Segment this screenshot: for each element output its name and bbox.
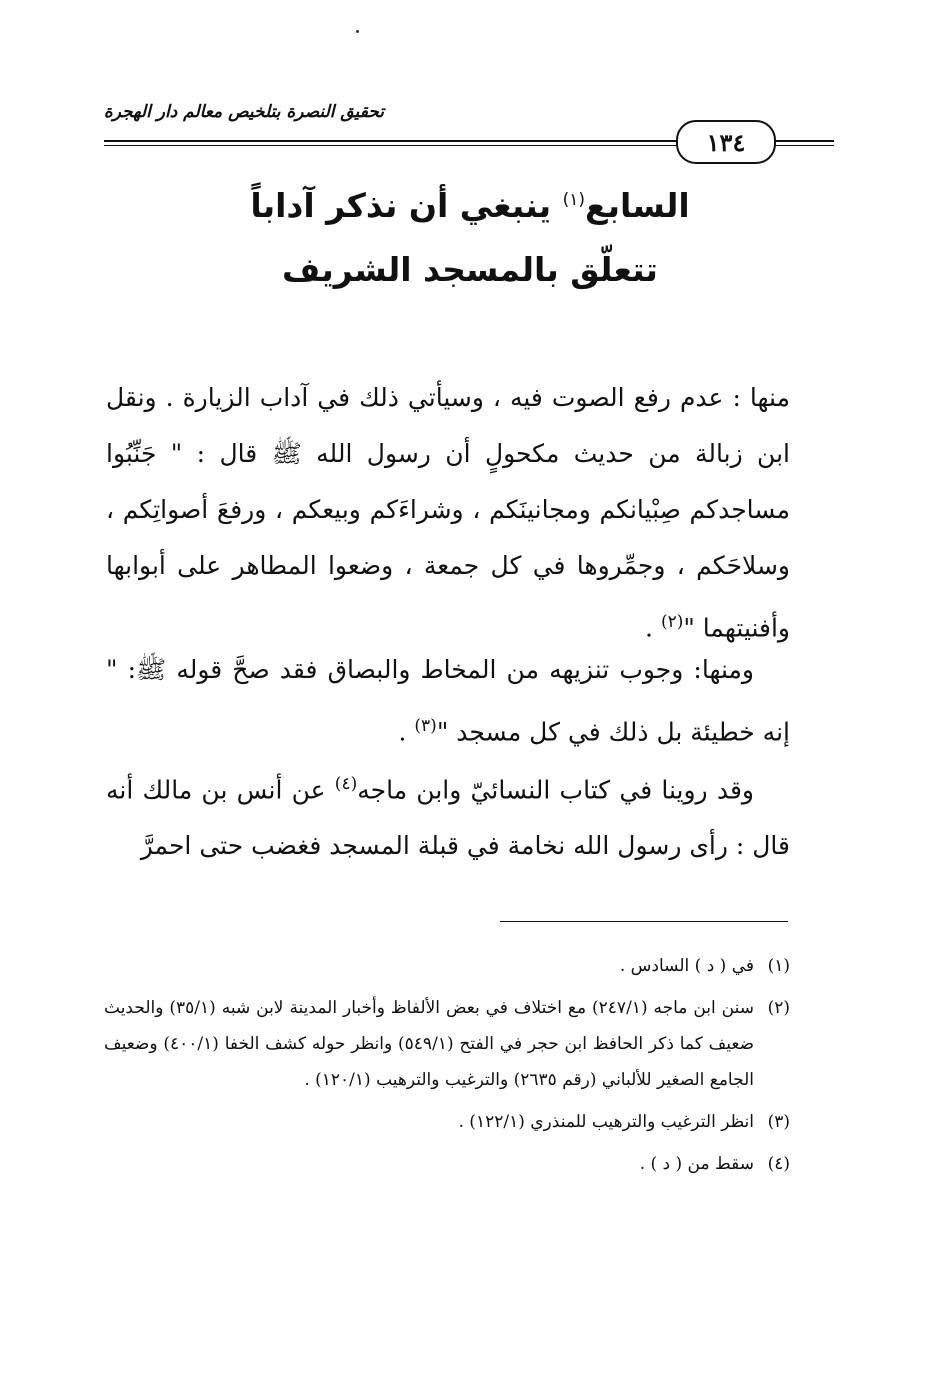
paragraph-3-text-a: وقد روينا في كتاب النسائيّ وابن ماجه — [357, 775, 754, 805]
header-rule-right — [782, 140, 834, 146]
footnotes — [104, 948, 790, 1188]
footnote-2 — [104, 990, 790, 1098]
paragraph-2-end: . — [398, 717, 415, 747]
paragraph-1 — [106, 370, 790, 656]
section-heading-line2: تتعلّق بالمسجد الشريف — [282, 250, 658, 289]
footnote-ref-3: (٣) — [414, 716, 437, 736]
footnote-text: في ( د ) السادس . — [619, 956, 754, 976]
paragraph-2-text: ومنها: وجوب تنزيهه من المخاط والبصاق فقد صحَّ قوله ﷺ: " إنه خطيئة بل ذلك في كل مسجد " — [106, 655, 790, 747]
footnote-number: (٢) — [767, 998, 790, 1018]
footnote-text: انظر الترغيب والترهيب للمنذري (١٢٢/١) . — [458, 1112, 754, 1132]
footnote-number: (١) — [767, 956, 790, 976]
footnote-ref-4: (٤) — [334, 774, 358, 794]
heading-word: السابع — [585, 186, 690, 225]
section-heading-line1 — [150, 186, 790, 225]
footnote-number: (٤) — [767, 1154, 790, 1174]
paragraph-1-end: . — [645, 613, 661, 643]
running-title: تحقيق النصرة بتلخيص معالم دار الهجرة — [103, 102, 384, 122]
paragraph-1-text: منها : عدم رفع الصوت فيه ، وسيأتي ذلك في آداب الزيارة . ونقل ابن زبالة من حديث مكحولٍ أن رسول الله ﷺ قال : " جَنِّبُوا مساجدكم صِبْيانكم ومجانينَكم ، وشراءَكم وبيعكم ، ورفعَ أصواتِكم ، وسلاحَكم ، وجمِّروها في كل جمعة ، وضعوا المطاهر على أبوابها وأفنيتهما " — [106, 383, 790, 643]
paragraph-3-text-b: عن أنس بن مالك أنه قال : رأى رسول الله نخامة في قبلة المسجد فغضب حتى احمرَّ — [106, 775, 790, 861]
footnote-text: سقط من ( د ) . — [639, 1154, 754, 1174]
heading-rest: ينبغي أن نذكر آداباً — [250, 186, 563, 225]
footnote-3 — [104, 1104, 790, 1140]
scan-mark — [356, 30, 359, 33]
page-number: ١٣٤ — [676, 120, 776, 164]
footnote-ref-2: (٢) — [660, 612, 684, 632]
footnote-4 — [104, 1146, 790, 1182]
paragraph-3 — [106, 756, 790, 874]
footnote-number: (٣) — [767, 1112, 790, 1132]
paragraph-2 — [106, 642, 790, 760]
footnote-rule — [500, 921, 788, 922]
footnote-1 — [104, 948, 790, 984]
footnote-text: سنن ابن ماجه (٢٤٧/١) مع اختلاف في بعض الألفاظ وأخبار المدينة لابن شبه (٣٥/١) والحديث ضعيف كما ذكر الحافظ ابن حجر في الفتح (٥٤٩/١) وانظر حوله كشف الخفا (٤٠٠/١) وضعيف الجامع الصغير للألباني (رقم ٢٦٣٥) والترغيب والترهيب (١٢٠/١) . — [104, 998, 755, 1090]
footnote-ref-1: (١) — [562, 190, 586, 210]
